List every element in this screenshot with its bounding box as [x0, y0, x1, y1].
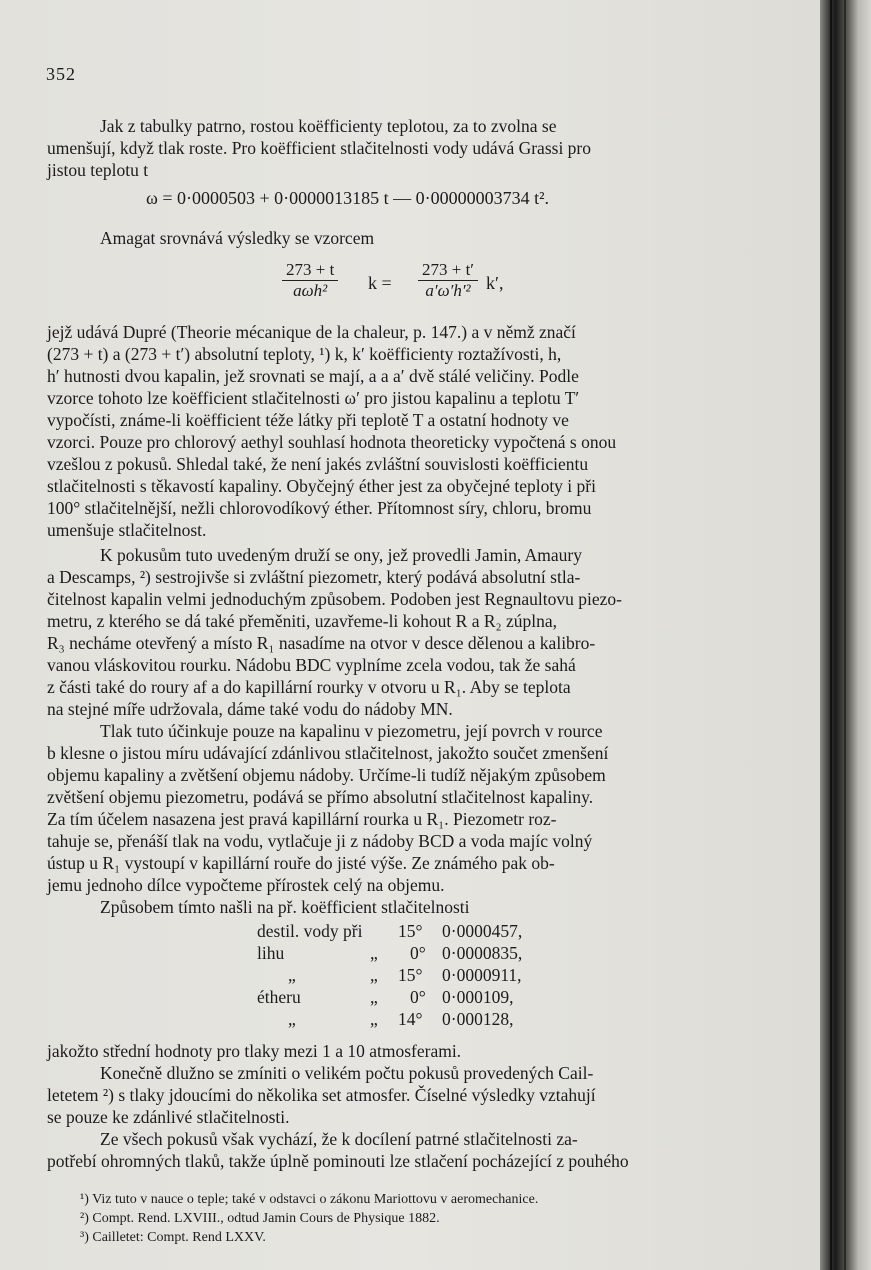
table-ditto: „: [370, 1009, 378, 1029]
para7-line2: letetem ²) s tlaky jdoucími do několika set atmosfer. Číselné výsledky vztahují: [47, 1085, 596, 1105]
para4-line1: Tlak tuto účinkuje pouze na kapalinu v piezometru, její povrch v rource: [100, 721, 603, 741]
table-value: 0·0000835,: [442, 943, 523, 963]
formula2-k-prime: k′,: [486, 273, 504, 293]
para4-line7: ústup u R₁ vystoupí v kapillární rouře do jisté výše. Ze známého pak ob-: [47, 853, 555, 873]
para4-line5: Za tím účelem nasazena jest pravá kapillární rourka u R₁. Piezometr roz-: [47, 809, 557, 829]
para4-line3: objemu kapaliny a zvětšení objemu nádoby. Určíme-li tudíž nějakým způsobem: [47, 765, 606, 785]
table-temp: 15°: [398, 921, 423, 941]
table-label: lihu: [257, 943, 285, 963]
para4-line8: jemu jednoho dílce vypočteme přírostek celý na objemu.: [47, 875, 445, 895]
table-temp: 0°: [410, 987, 426, 1007]
para7-line3: se pouze ke zdánlivé stlačitelnosti.: [47, 1107, 290, 1127]
para2-line5: vypočísti, známe-li koëfficient téže látky při teplotě T a ostatní hodnoty ve: [47, 410, 569, 430]
para4-line4: zvětšení objemu piezometru, podává se přímo absolutní stlačitelnost kapaliny.: [47, 787, 594, 807]
fraction-right-numerator: 273 + t′: [418, 260, 478, 281]
para3-line2: a Descamps, ²) sestrojivše si zvláštní piezometr, který podává absolutní stla-: [47, 567, 581, 587]
para7-line1: Konečně dlužno se zmíniti o velikém počtu pokusů provedených Cail-: [100, 1063, 594, 1083]
para3-line3: čitelnost kapalin velmi jednoduchým způsobem. Podoben jest Regnaultovu piezo-: [47, 589, 622, 609]
fraction-left-numerator: 273 + t: [282, 260, 338, 281]
para3-line5: R₃ necháme otevřený a místo R₁ nasadíme na otvor v desce dělenou a kalibro-: [47, 633, 596, 653]
table-ditto: „: [370, 943, 378, 963]
para2-line8: stlačitelnosti s těkavostí kapaliny. Obyčejný éther jest za obyčejné teploty i při: [47, 476, 596, 496]
para2-line2: (273 + t) a (273 + t′) absolutní teploty, ¹) k, k′ koëfficienty roztažívosti, h,: [47, 344, 562, 364]
formula2-k: k =: [368, 273, 392, 293]
para2-line3: h′ hutnosti dvou kapalin, jež srovnati se mají, a a a′ dvě stálé veličiny. Podle: [47, 366, 579, 386]
para3-line7: z části také do roury af a do kapillární rourky v otvoru u R₁. Aby se teplota: [47, 677, 571, 697]
table-value: 0·000128,: [442, 1009, 514, 1029]
para2-line6: vzorci. Pouze pro chlorový aethyl souhlasí hodnota theoreticky vypočtená s onou: [47, 432, 617, 452]
table-temp: 0°: [410, 943, 426, 963]
grassi-formula: ω = 0·0000503 + 0·0000013185 t — 0·00000003734 t².: [146, 188, 550, 208]
para2-line7: vzešlou z pokusů. Shledal také, že není jakés zvláštní souvislosti koëfficientu: [47, 454, 589, 474]
fraction-right-denominator: a′ω′h′²: [425, 281, 471, 300]
fraction-left-denominator: aωh²: [293, 281, 328, 300]
para6-line: jakožto střední hodnoty pro tlaky mezi 1 a 10 atmosferami.: [47, 1041, 462, 1061]
para2-line1: jejž udává Dupré (Theorie mécanique de la chaleur, p. 147.) a v němž značí: [47, 322, 576, 342]
para1-line2: umenšují, když tlak roste. Pro koëfficient stlačitelnosti vody udává Grassi pro: [47, 138, 592, 158]
para3-line1: K pokusům tuto uvedeným druží se ony, jež provedli Jamin, Amaury: [100, 545, 582, 565]
table-value: 0·000109,: [442, 987, 514, 1007]
para2-line4: vzorce tohoto lze koëfficient stlačitelnosti ω′ pro jistou kapalinu a teplotu T′: [47, 388, 580, 408]
para1-line3: jistou teplotu t: [47, 160, 149, 180]
table-ditto: „: [370, 965, 378, 985]
para1-line1: Jak z tabulky patrno, rostou koëfficienty teplotou, za to zvolna se: [100, 116, 557, 136]
para3-line6: vanou vláskovitou rourku. Nádobu BDC vyplníme zcela vodou, tak že sahá: [47, 655, 576, 675]
table-label: destil. vody při: [257, 921, 363, 941]
amagat-line: Amagat srovnává výsledky se vzorcem: [100, 228, 375, 248]
para4-line6: tahuje se, přenáší tlak na vodu, vytlačuje ji z nádoby BCD a voda majíc volný: [47, 831, 593, 851]
table-temp: 15°: [398, 965, 423, 985]
page-edge-shadow: [820, 0, 871, 1270]
para3-line8: na stejné míře udržovala, dáme také vodu do nádoby MN.: [47, 699, 453, 719]
para4-line2: b klesne o jistou míru udávající zdánlivou stlačitelnost, jakožto součet zmenšení: [47, 743, 609, 763]
para5-line: Způsobem tímto našli na př. koëfficient stlačitelnosti: [100, 897, 470, 917]
fraction-right: [418, 260, 478, 301]
table-value: 0·0000911,: [442, 965, 522, 985]
para2-line9: 100° stlačitelnější, nežli chlorovodíkový éther. Přítomnost síry, chloru, bromu: [47, 498, 592, 518]
footnote-2: ²) Compt. Rend. LXVIII., odtud Jamin Cours de Physique 1882.: [80, 1211, 440, 1226]
para2-line10: umenšuje stlačitelnost.: [47, 520, 207, 540]
para3-line4: metru, z kterého se dá také přeměniti, uzavřeme-li kohout R a R₂ zúplna,: [47, 611, 558, 631]
table-value: 0·0000457,: [442, 921, 523, 941]
para8-line1: Ze všech pokusů však vychází, že k docílení patrné stlačitelnosti za-: [100, 1129, 578, 1149]
footnote-1: ¹) Viz tuto v nauce o teple; také v odstavci o zákonu Mariottovu v aeromechanice.: [80, 1192, 539, 1207]
fraction-left: [282, 260, 338, 301]
page-number: 352: [46, 64, 76, 84]
table-label: „: [288, 1009, 296, 1029]
table-label: étheru: [257, 987, 301, 1007]
table-temp: 14°: [398, 1009, 423, 1029]
para8-line2: potřebí ohromných tlaků, takže úplně pominouti lze stlačení pocházející z pouhého: [47, 1151, 629, 1171]
table-label: „: [288, 965, 296, 985]
footnote-3: ³) Cailletet: Compt. Rend LXXV.: [80, 1230, 266, 1245]
table-ditto: „: [370, 987, 378, 1007]
